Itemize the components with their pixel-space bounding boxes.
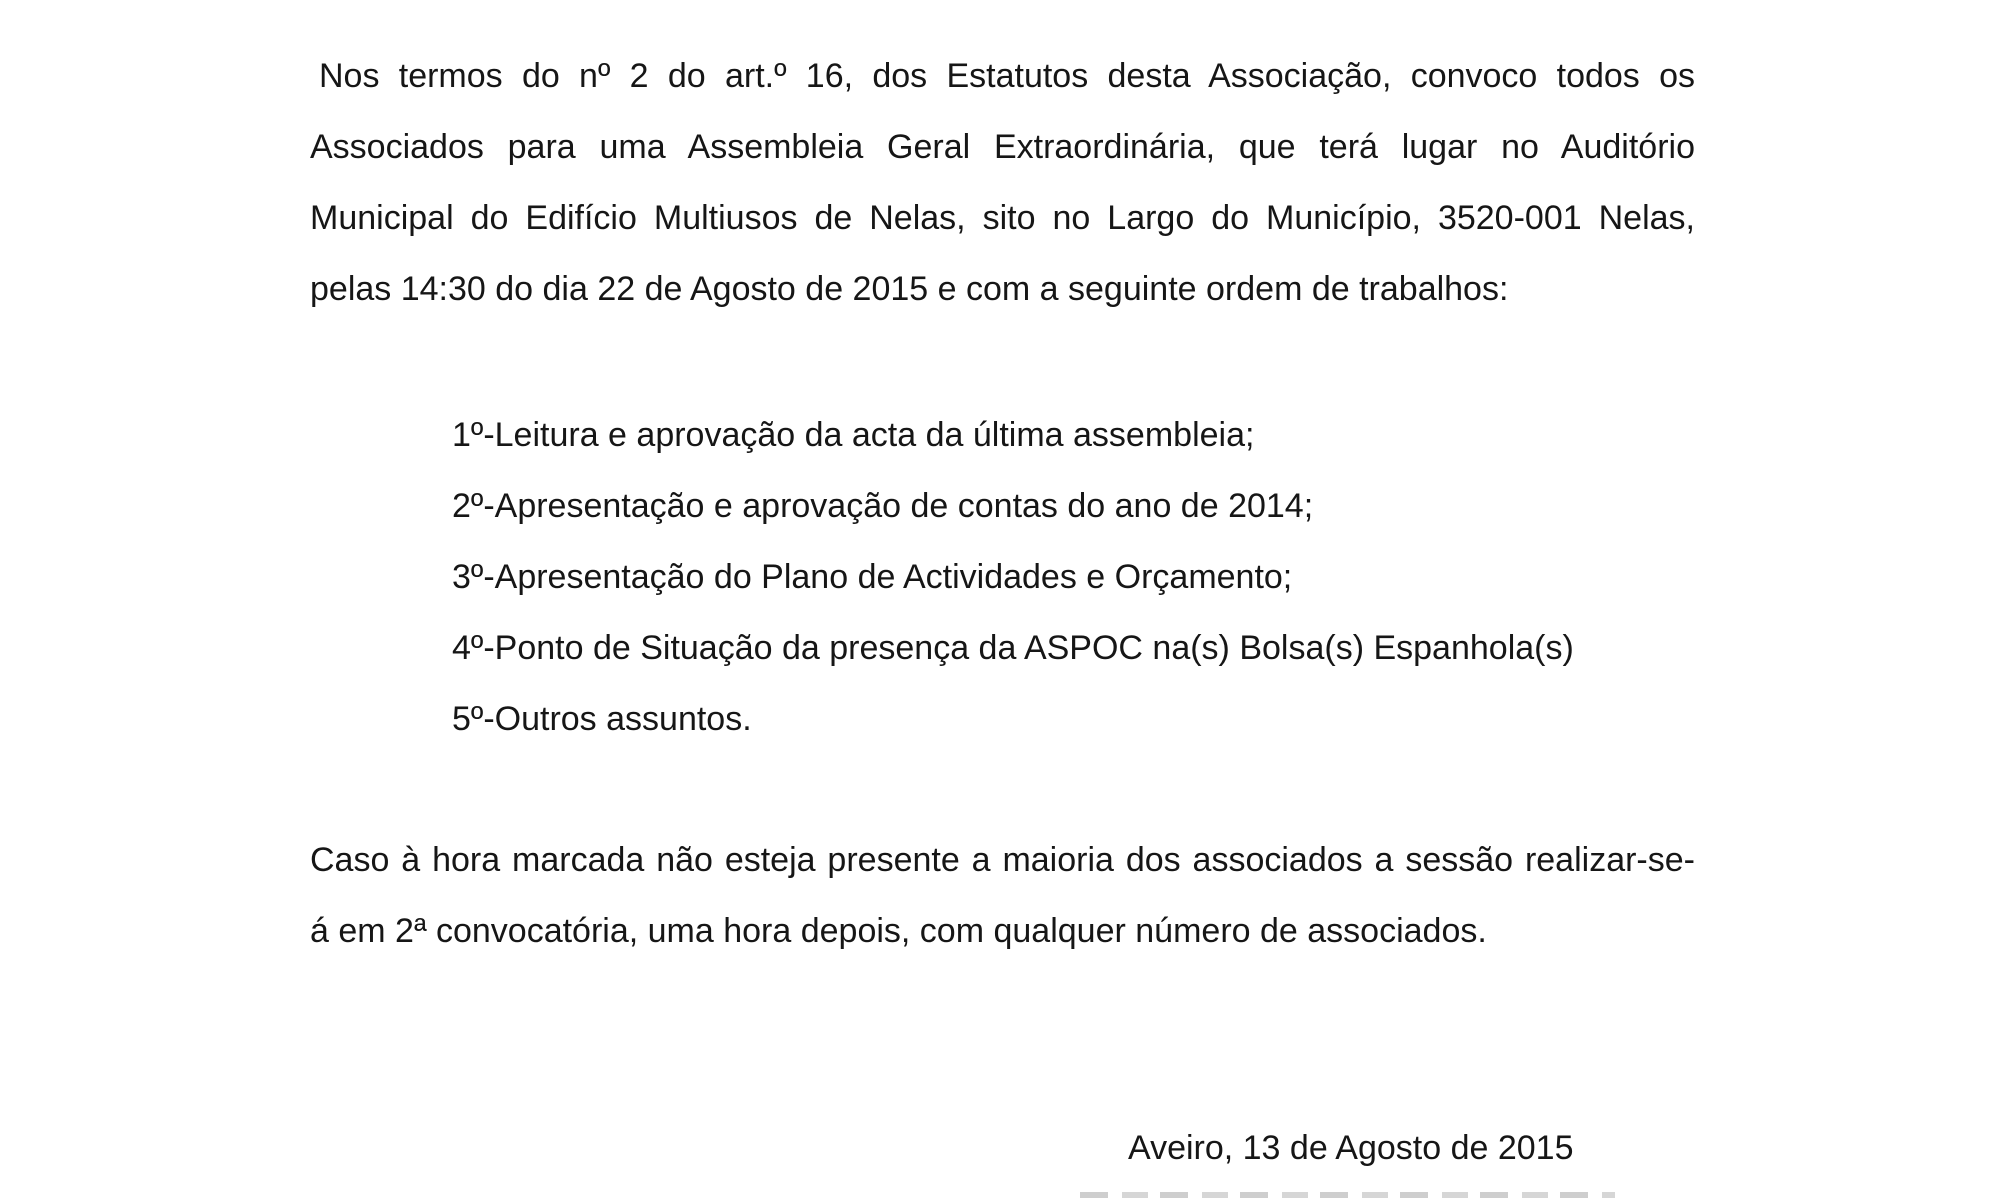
opening-paragraph <box>310 41 1695 325</box>
paragraph-line: Associados para uma Assembleia Geral Extraordinária, que terá lugar no Auditório <box>310 128 1695 166</box>
cut-off-signature-line <box>1080 1192 1615 1198</box>
paragraph-line: pelas 14:30 do dia 22 de Agosto de 2015 e com a seguinte ordem de trabalhos: <box>310 270 1509 308</box>
agenda-item: 3º-Apresentação do Plano de Actividades e Orçamento; <box>452 558 1293 596</box>
date-line: Aveiro, 13 de Agosto de 2015 <box>1128 1129 1574 1167</box>
agenda-item: 2º-Apresentação e aprovação de contas do ano de 2014; <box>452 487 1314 525</box>
agenda-list <box>452 400 1752 755</box>
paragraph-line: Nos termos do nº 2 do art.º 16, dos Estatutos desta Associação, convoco todos os <box>319 57 1695 95</box>
agenda-item: 1º-Leitura e aprovação da acta da última assembleia; <box>452 416 1255 454</box>
closing-paragraph <box>310 825 1695 967</box>
paragraph-line: Municipal do Edifício Multiusos de Nelas, sito no Largo do Município, 3520-001 Nelas, <box>310 199 1695 237</box>
agenda-item: 4º-Ponto de Situação da presença da ASPOC na(s) Bolsa(s) Espanhola(s) <box>452 629 1574 667</box>
paragraph-line: á em 2ª convocatória, uma hora depois, com qualquer número de associados. <box>310 912 1487 950</box>
paragraph-line: Caso à hora marcada não esteja presente a maioria dos associados a sessão realizar-se- <box>310 841 1695 879</box>
agenda-item: 5º-Outros assuntos. <box>452 700 752 738</box>
